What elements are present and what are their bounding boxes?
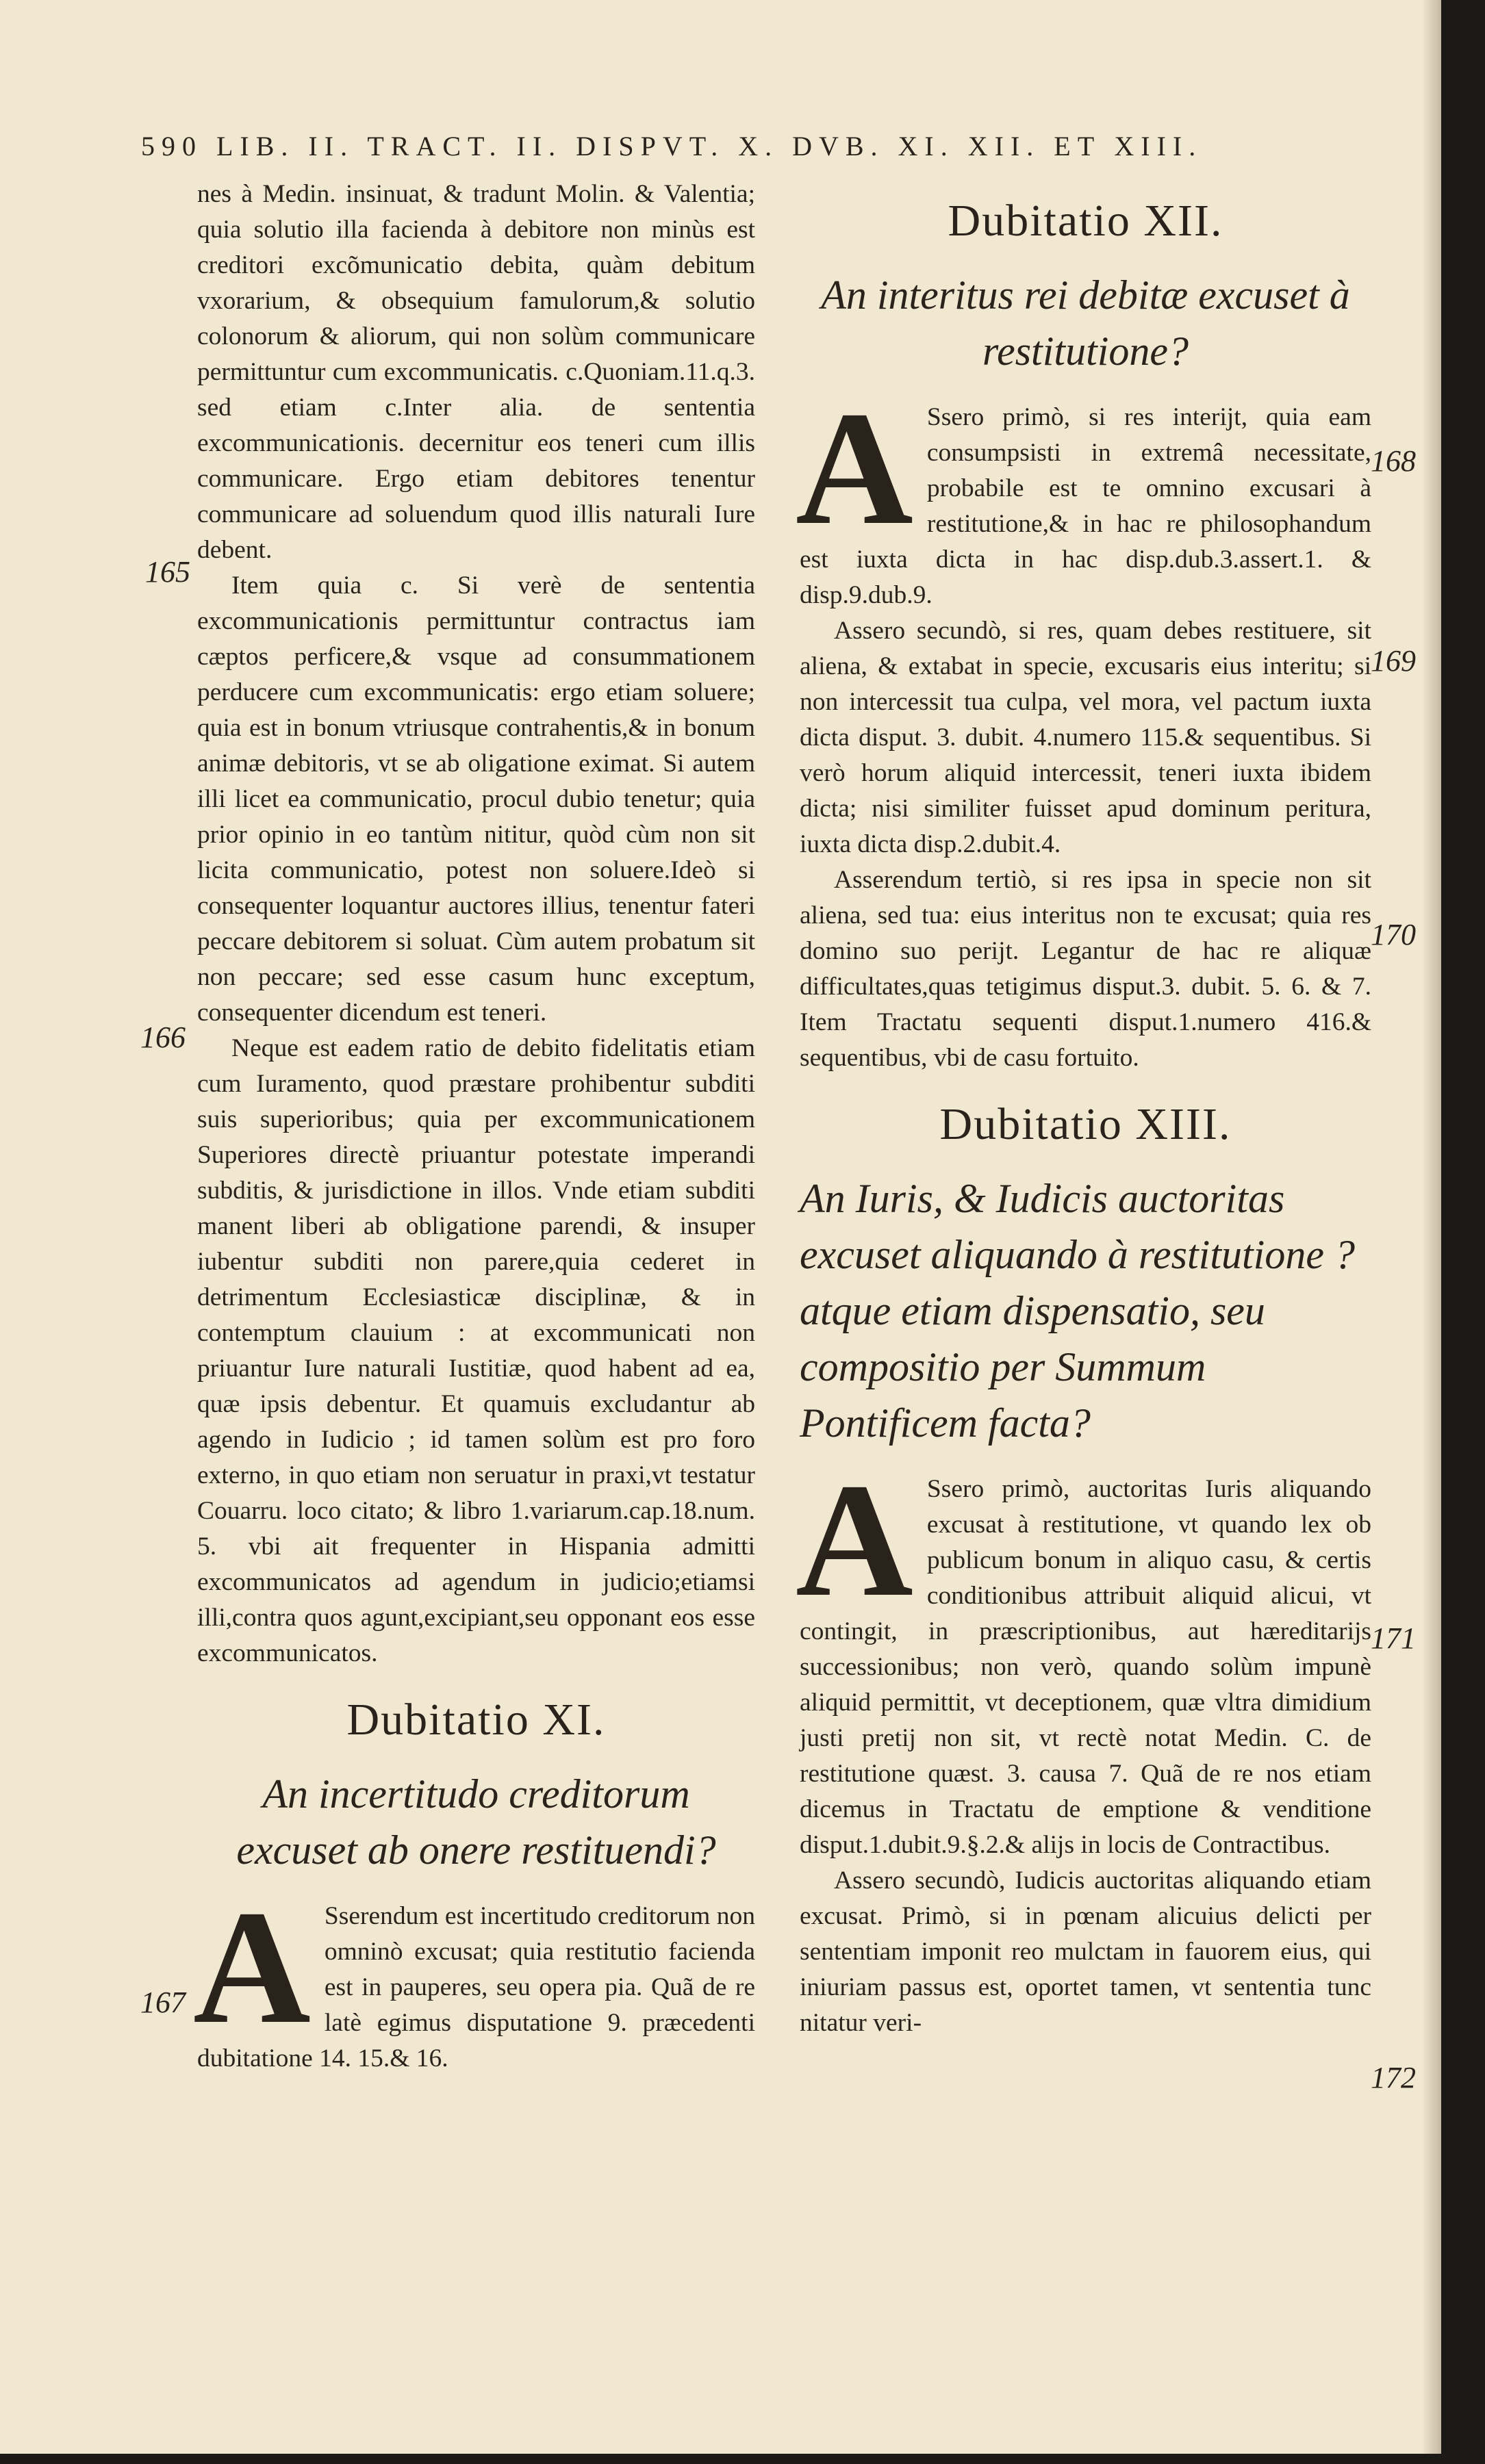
left-paragraph-1: nes à Medin. insinuat, & tradunt Molin. & Valentia; quia solutio illa facienda à debitore non minùs est creditori excõmunicatio debita, quàm debitum vxorarium, & obsequium famulorum,& solutio colonorum & aliorum, qui non solùm communicare permittuntur cum excommunicatis. c.Quoniam.11.q.3. sed etiam c.Inter alia. de sententia excommunicationis. decernitur eos teneri cum illis communicare. Ergo etiam debitores tenentur communicare ad soluendum quod illis naturali Iure debent. — [197, 180, 755, 564]
dubitatio-xi-heading: Dubitatio XI. — [346, 1695, 606, 1745]
right-paragraph-4-text: Ssero primò, auctoritas Iuris aliquando excusat à restitutione, vt quando lex ob publicum bonum in aliquo casu, & certis conditionibus attribuit aliquid alicui, vt contingit, in præscriptionibus, aut hæreditarijs successionibus; non verò, quando solùm impunè aliquid permittit, vt deceptionem, quæ vltra dimidium justi pretij non sit, vt rectè notat Medin. C. de restitutione quæst. 3. causa 7. Quã de re nos etiam dicemus in Tractatu de emptione & venditione disput.1.dubit.9.§.2.& alijs in locis de Contractibus. — [800, 1475, 1371, 1859]
margin-number-170: 170 — [1371, 918, 1416, 951]
right-column — [796, 177, 1371, 2041]
right-paragraph-4 — [796, 1450, 1371, 1863]
margin-number-165: 165 — [145, 555, 190, 589]
drop-cap: A — [796, 378, 913, 559]
margin-number-172: 172 — [1371, 2061, 1416, 2094]
margin-number-166: 166 — [140, 1021, 186, 1054]
left-paragraph-2: Item quia c. Si verè de sententia excommunicationis permittuntur contractus iam cæptos perficere,& vsque ad consummationem perducere cum excommunicatis: ergo etiam soluere; quia est in bonum vtriusque contrahentis,& in bonum animæ debitoris, vt se ab oligatione eximat. Si autem illi licet ea communicatio, procul dubio tenetur; quia prior opinio in eo tantùm nititur, quòd cùm non sit licita communicatio, potest non soluere.Ideò si consequenter loquantur auctores illius, tenentur fateri peccare debitorem si soluat. Cùm autem probatum sit non peccare; sed esse casum hunc exceptum, consequenter dicendum est teneri. — [197, 572, 755, 1027]
dubitatio-xii-heading: Dubitatio XII. — [948, 196, 1223, 246]
margin-number-171: 171 — [1371, 1621, 1416, 1655]
drop-cap: A — [193, 1877, 311, 2057]
right-paragraph-1 — [796, 378, 1371, 613]
right-paragraph-2: Assero secundò, si res, quam debes restituere, sit aliena, & extabat in specie, excusaris eius interitu; si non intercessit tua culpa, vel mora, vel pactum iuxta dicta disput. 3. dubit. 4.numero 115.& sequentibus. Si verò horum aliquid intercessit, teneri iuxta ibidem dicta; nisi similiter fuisset apud dominum peritura, iuxta dicta disp.2.dubit.4. — [800, 617, 1371, 858]
right-paragraph-1-text: Ssero primò, si res interijt, quia eam consumpsisti in extremâ necessitate, probabile est te omnino excusari à restitutione,& in hac re philosophandum est iuxta dicta in hac disp.dub.3.assert.1. & disp.9.dub.9. — [800, 403, 1371, 609]
margin-number-168: 168 — [1371, 444, 1416, 478]
right-paragraph-5: Assero secundò, Iudicis auctoritas aliquando etiam excusat. Primò, si in pœnam alicuius delicti per sententiam imponit reo mulctam in fauorem eius, qui iniuriam passus est, oportet tamen, vt sententia tunc nitatur veri- — [800, 1866, 1371, 2037]
drop-cap: A — [796, 1450, 913, 1630]
dubitatio-xii-title: An interitus rei debitæ excuset à restitutione? — [821, 272, 1350, 374]
left-paragraph-4 — [193, 1877, 755, 2077]
left-paragraph-4-text: Sserendum est incertitudo creditorum non omninò excusat; quia restitutio facienda est in pauperes, seu opera pia. Quã de re latè egimus disputatione 9. præcedenti dubitatione 14. 15.& 16. — [197, 1902, 755, 2072]
dubitatio-xiii-heading: Dubitatio XIII. — [939, 1099, 1232, 1149]
left-column — [193, 177, 755, 2077]
dubitatio-xi-title: An incertitudo creditorum excuset ab onere restituendi? — [236, 1771, 716, 1873]
page-edge-shadow — [1422, 0, 1441, 2454]
dubitatio-xiii-title: An Iuris, & Iudicis auctoritas excuset aliquando à restitutione ? atque etiam dispensatio, seu compositio per Summum Pontificem facta? — [800, 1176, 1355, 1446]
left-paragraph-3: Neque est eadem ratio de debito fidelitatis etiam cum Iuramento, quod præstare prohibentur subditi suis superioribus; quia per excommunicationem Superiores directè priuantur potestate imperandi subditis, & jurisdictione in illos. Vnde etiam subditi manent liberi ab obligatione parendi, & insuper iubentur subditi non parere,quia cederet in detrimentum Ecclesiasticæ disciplinæ, & in contemptum clauium : at excommunicati non priuantur Iure naturali Iustitiæ, quod habent ad ea, quæ ipsis debentur. Et quamuis excludantur ab agendo in Iudicio ; id tamen solùm est pro foro externo, in quo etiam non seruatur in praxi,vt testatur Couarru. loco citato; & libro 1.variarum.cap.18.num. 5. vbi ait frequenter in Hispania admitti excommunicatos ad agendum in judicio;etiamsi illi,contra quos agunt,excipiant,seu opponant eos esse excommunicatos. — [197, 1034, 755, 1667]
margin-number-167: 167 — [140, 1986, 186, 2019]
running-head: 590 LIB. II. TRACT. II. DISPVT. X. DVB. XI. XII. ET XIII. — [141, 131, 1203, 162]
right-paragraph-3: Asserendum tertiò, si res ipsa in specie non sit aliena, sed tua: eius interitus non te excusat; quia res domino suo perijt. Legantur de hac re aliquæ difficultates,quas tetigimus disput.3. dubit. 5. 6. & 7. Item Tractatu sequenti disput.1.numero 416.& sequentibus, vbi de casu fortuito. — [800, 866, 1371, 1072]
margin-number-169: 169 — [1371, 644, 1416, 678]
